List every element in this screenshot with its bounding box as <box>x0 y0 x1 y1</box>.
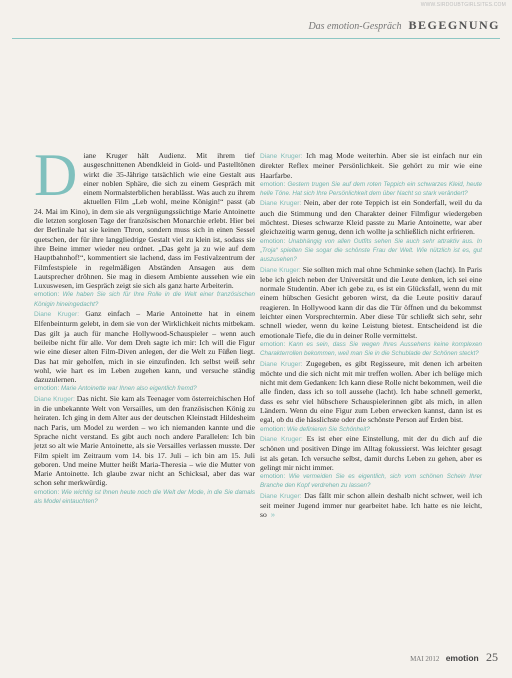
magazine-brand: emotion <box>445 653 479 663</box>
page-footer <box>410 650 498 665</box>
speaker-label: Diane Kruger: <box>260 153 303 160</box>
interview-answer <box>260 434 482 472</box>
speaker-label: Diane Kruger: <box>260 266 301 274</box>
header-kicker: Das emotion-Gespräch <box>308 21 402 32</box>
interview-answer <box>260 265 482 340</box>
interview-answer <box>260 359 482 425</box>
intro-paragraph: iane Kruger hält Audienz. Mit ihrem tief ausgeschnittenen Abendkleid in Gold- und Pastelltönen wirkt die 35-Jährige tatsächlich wie eine Gestalt aus einer noblen Sphäre, die sich zu einem Gespräch mit einem Normalsterblichen herablässt. Was auch zu ihrem aktuellen Film „Leb wohl, meine Königin!“ passt (ab 24. Mai im Kino), in dem sie als vergnügungssüchtige Marie Antoinette die letzten sorglosen Tage der französischen Monarchie erlebt. Hier bei der Berlinale hat sie keinen Thron, sondern muss sich in einen Sessel quetschen, der für ihre langgliedrige Gestalt viel zu klein ist, sodass sie ihre Beine immer wieder neu ordnet. „Das geht ja zu wie auf dem Hauptbahnhof!“, kommentiert sie lachend, dass im Festivalzentrum der Filmfestspiele in regelmäßigen Abständen Ansagen aus dem Lautsprecher dröhnen. Sie mag in diesem Ambiente aussehen wie ein Luxuswesen, im Gespräch zeigt sie sich als ganz harte Arbeiterin. <box>34 151 255 291</box>
question-text: Kann es sein, dass Sie wegen Ihres Aussehens keine komplexen Charakterrollen bekommen, weil man Sie in die Schublade der Schönen steckt? <box>260 340 482 358</box>
speaker-label: emotion: <box>260 180 286 188</box>
speaker-label: Diane Kruger: <box>260 492 302 500</box>
interview-answer <box>34 394 255 488</box>
interview-answer <box>34 309 255 384</box>
question-text: Marie Antoinette war Ihnen also eigentlich fremd? <box>61 385 197 393</box>
speaker-label: Diane Kruger: <box>260 200 302 208</box>
question-text: Unabhängig von allen Outfits sehen Sie auch sehr attraktiv aus. In „Troja“ spielten Sie sogar die schönste Frau der Welt. Wie nützlich ist es, gut auszusehen? <box>260 237 482 264</box>
answer-text: Das nicht. Sie kam als Teenager vom österreichischen Hof in die unbekannte Welt von Versailles, um den französischen König zu heiraten. Ich ging in dem Alter aus der deutschen Kleinstadt Hildesheim nach Paris, um Model zu werden – wo ich niemanden kannte und die Sprache nicht verstand. Es gibt auch noch andere Parallelen: Ich bin jetzt so alt wie Marie Antoinette, als sie Versailles verlassen musste. Der Film spielt im Zeitraum vom 14. bis 17. Juli – ich bin am 15. Juli geboren. Und meine Mutter heißt Maria-Theresia – wie die Mutter von Marie Antoinette. Ich glaube zwar nicht an Schicksal, aber das war schon sehr merkwürdig. <box>34 393 256 488</box>
interview-answer <box>260 151 482 180</box>
answer-text: Nein, aber der rote Teppich ist ein Sonderfall, weil du da auch die Stimmung und den Charakter deiner Filmfigur wiedergeben möchtest. Dieses schwarze Kleid passte zu Marie Antoinette, war aber gleichzeitig warm genug, denn ich wollte ja schließlich nicht erfrieren. <box>260 198 482 237</box>
interview-question <box>34 488 255 507</box>
answer-text: Das fällt mir schon allein deshalb nicht schwer, weil ich seit meiner Jugend immer nur gearbeitet habe. Ich hatte es nie leicht, so <box>260 490 482 520</box>
interview-answer <box>260 198 482 236</box>
speaker-label: Diane Kruger: <box>260 360 303 368</box>
question-text: Wie vermeiden Sie es eigentlich, sich vom schönen Schein Ihrer Branche den Kopf verdrehen zu lassen? <box>260 473 482 490</box>
interview-question <box>260 425 482 434</box>
interview-question <box>260 340 482 359</box>
speaker-label: emotion: <box>34 385 60 393</box>
answer-text: Zugegeben, es gibt Regisseure, mit denen ich arbeiten möchte und die sich nicht mit mir treffen wollen. Aber ich belüge mich nicht mit dem Gedanken: Ich kann diese Rolle nicht bekommen, weil die alle finden, dass ich so toll aussehe (lacht). Ich habe schnell gemerkt, dass es sehr viel hübschere Schauspielerinnen gibt als mich, in allen Ländern. Wenn du eine Figur zum Leben erwecken kannst, dann ist es egal, ob du die hässlichste oder die schönste Person auf Erden bist. <box>260 358 482 425</box>
continue-arrow: » <box>270 510 275 520</box>
answer-text: Es ist eher eine Einstellung, mit der du dich auf die schönen und positiven Dinge im Alltag fokussierst. Was leichter gesagt ist als getan. Ich versuche selbst, damit durchs Leben zu gehen, aber es gelingt mir nicht immer. <box>260 433 483 472</box>
drop-cap: D <box>34 142 78 208</box>
interview-answer <box>260 491 482 520</box>
issue-date: MAI 2012 <box>410 655 440 663</box>
speaker-label: emotion: <box>34 291 60 299</box>
page-header <box>308 18 500 33</box>
page-number: 25 <box>486 650 498 664</box>
interview-question <box>34 290 255 309</box>
speaker-label: emotion: <box>260 340 286 348</box>
interview-question <box>34 384 255 393</box>
answer-text: Ich mag Mode weiterhin. Aber sie ist einfach nur ein direkter Reflex meiner Persönlichkeit. Sie gehört zu mir wie eine Haarfarbe. <box>260 151 483 180</box>
header-section: BEGEGNUNG <box>408 18 500 32</box>
speaker-label: Diane Kruger: <box>260 435 303 443</box>
interview-question <box>260 472 482 491</box>
interview-question <box>260 180 482 199</box>
speaker-label: emotion: <box>34 488 60 496</box>
question-text: Wie definieren Sie Schönheit? <box>287 425 370 433</box>
interview-question <box>260 237 482 265</box>
watermark: WWW.SIRDOUBTGIRLSITES.COM <box>420 2 506 8</box>
speaker-label: emotion: <box>260 473 286 481</box>
question-text: Gestern trugen Sie auf dem roten Teppich ein schwarzes Kleid, heute helle Töne. Hat sich Ihre Persönlichkeit dem über Nacht so stark verändert? <box>260 180 482 198</box>
header-rule <box>12 38 500 39</box>
speaker-label: emotion: <box>260 425 286 433</box>
speaker-label: Diane Kruger: <box>34 311 80 319</box>
question-text: Wie wichtig ist Ihnen heute noch die Welt der Mode, in die Sie damals als Model eintauchten? <box>34 488 255 505</box>
answer-text: Sie sollten mich mal ohne Schminke sehen (lacht). In Paris lebe ich gleich neben der Universität und die Leute denken, ich sei eine normale Studentin. Aber ich gebe zu, es ist ein Glücksfall, wenn du mit einem hübschen Gesicht geboren wirst, da die Leute positiv darauf reagieren. In Hollywood kann dir das die Tür öffnen und du bekommst leichter einen Vorsprechtermin. Aber diese Tür schließt sich sehr, sehr schnell wieder, wenn du keine Leistung bietest. Entscheidend ist die emotionale Tiefe, die du in deiner Rolle vermittelst. <box>260 264 482 340</box>
article-column-right <box>260 151 482 520</box>
question-text: Wie haben Sie sich für Ihre Rolle in die Welt einer französischen Königin hineingedacht? <box>34 291 255 308</box>
answer-text: Ganz einfach – Marie Antoinette hat in einem Elfenbeinturm gelebt, in dem sie von der Wirklichkeit nichts mitbekam. Das gilt ja auch für manche Hollywood-Schauspieler – wenn auch beileibe nicht für alle. Vor dem Dreh sagte ich mir: Ich will die Figur wie eine dieser alten Film-Diven anlegen, der die Welt zu Füßen liegt. Das hat mir geholfen, mich in sie einzufinden. Ich selbst weiß sehr wohl, wie hart es im Leben zugehen kann, und versuche ständig dazuzulernen. <box>34 309 255 385</box>
speaker-label: Diane Kruger: <box>34 395 75 403</box>
article-column-left <box>34 142 256 506</box>
speaker-label: emotion: <box>260 237 286 245</box>
